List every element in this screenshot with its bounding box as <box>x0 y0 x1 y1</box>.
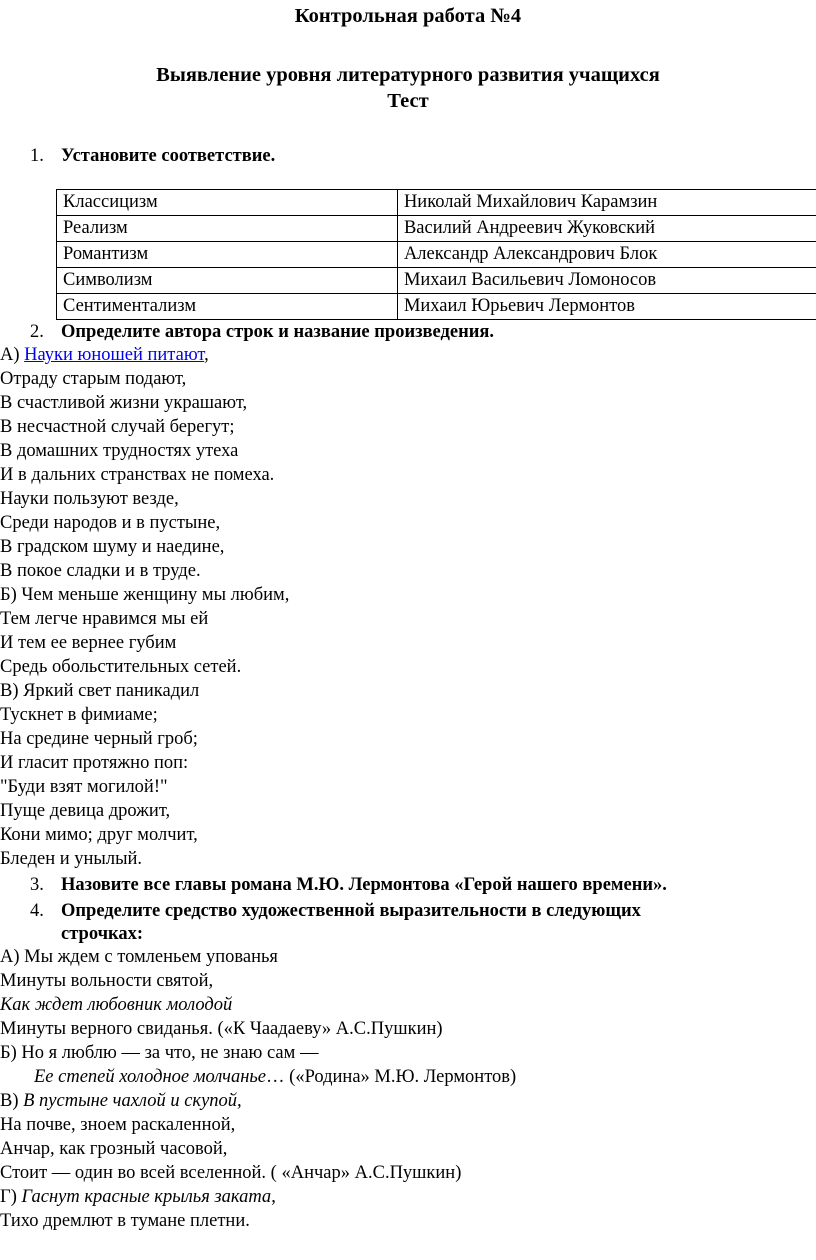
table-cell-movement: Романтизм <box>57 242 398 268</box>
verse-italic: Гаснут красные крылья заката <box>21 1187 272 1207</box>
poem-line: Б) Чем меньше женщину мы любим, <box>0 585 290 605</box>
verse-line-italic: Как ждет любовник молодой <box>0 995 233 1015</box>
verse-line: Б) Но я люблю — за что, не знаю сам — <box>0 1043 319 1063</box>
poem-line: Кони мимо; друг молчит, <box>0 825 198 845</box>
poem-line: Отраду старым подают, <box>0 369 187 389</box>
verse-line: Минуты верного свиданья. («К Чаадаеву» А.С.Пушкин) <box>0 1019 443 1039</box>
table-row <box>57 268 816 294</box>
verse-line: Стоит — один во всей вселенной. ( «Анчар» А.С.Пушкин) <box>0 1163 462 1183</box>
question-number: 2. <box>30 322 44 342</box>
table-row <box>57 190 816 216</box>
verse-prefix: Г) <box>0 1187 22 1207</box>
question-number: 3. <box>30 875 44 895</box>
verse-line <box>0 1090 242 1114</box>
verse-line <box>0 1186 276 1210</box>
table-cell-author: Александр Александрович Блок <box>397 242 816 268</box>
verse-line: Минуты вольности святой, <box>0 971 214 991</box>
poem-line: В счастливой жизни украшают, <box>0 393 248 413</box>
table-cell-author: Василий Андреевич Жуковский <box>397 216 816 242</box>
poem-line: Бледен и унылый. <box>0 849 143 869</box>
poem-line: И гласит протяжно поп: <box>0 753 189 773</box>
table-row <box>57 216 816 242</box>
verse-line: Анчар, как грозный часовой, <box>0 1139 228 1159</box>
poem-line: В несчастной случай берегут; <box>0 417 235 437</box>
verse-italic: Ее степей холодное молчанье <box>34 1067 267 1087</box>
poem-a-prefix: А) <box>0 345 25 365</box>
poem-line: В) Яркий свет паникадил <box>0 681 200 701</box>
verse-suffix: , <box>271 1187 276 1207</box>
question-number: 1. <box>30 146 44 166</box>
verse-source: … («Родина» М.Ю. Лермонтов) <box>266 1067 517 1087</box>
verse-line: На почве, зноем раскаленной, <box>0 1115 236 1135</box>
page-subtitle-test: Тест <box>387 90 429 112</box>
matching-table <box>56 189 816 320</box>
verse-prefix: В) <box>0 1091 24 1111</box>
question-text-cont: строчках: <box>61 924 144 944</box>
table-cell-author: Николай Михайлович Карамзин <box>397 190 816 216</box>
table-cell-movement: Классицизм <box>57 190 398 216</box>
verse-line-indented <box>34 1066 516 1090</box>
table-row <box>57 242 816 268</box>
verse-italic: В пустыне чахлой и скупой, <box>23 1091 242 1111</box>
table-cell-author: Михаил Юрьевич Лермонтов <box>397 294 816 320</box>
question-number: 4. <box>30 901 44 921</box>
poem-line: Тускнет в фимиаме; <box>0 705 158 725</box>
question-text: Назовите все главы романа М.Ю. Лермонтова «Герой нашего времени». <box>61 875 667 895</box>
poem-a-suffix: , <box>204 345 209 365</box>
table-cell-author: Михаил Васильевич Ломоносов <box>397 268 816 294</box>
poem-line: Среди народов и в пустыне, <box>0 513 221 533</box>
poem-line: В домашних трудностях утеха <box>0 441 239 461</box>
poem-line: "Буди взят могилой!" <box>0 777 168 797</box>
poem-a-link[interactable]: Науки юношей питают <box>24 345 205 365</box>
page-title: Контрольная работа №4 <box>294 5 522 27</box>
poem-line: Пуще девица дрожит, <box>0 801 171 821</box>
poem-line: Науки пользуют везде, <box>0 489 179 509</box>
page-subtitle: Выявление уровня литературного развития учащихся <box>156 64 660 86</box>
question-text: Установите соответствие. <box>61 146 276 166</box>
question-text: Определите средство художественной выразительности в следующих <box>61 901 641 921</box>
table-cell-movement: Сентиментализм <box>57 294 398 320</box>
poem-line: Средь обольстительных сетей. <box>0 657 242 677</box>
poem-line: И тем ее вернее губим <box>0 633 177 653</box>
poem-line: На средине черный гроб; <box>0 729 198 749</box>
poem-line: И в дальних странствах не помеха. <box>0 465 275 485</box>
table-row <box>57 294 816 320</box>
poem-line: В градском шуму и наедине, <box>0 537 225 557</box>
poem-line-a-first <box>0 344 209 368</box>
verse-line: Тихо дремлют в тумане плетни. <box>0 1211 250 1231</box>
poem-line: В покое сладки и в труде. <box>0 561 201 581</box>
verse-line: А) Мы ждем с томленьем упованья <box>0 947 278 967</box>
table-cell-movement: Символизм <box>57 268 398 294</box>
poem-line: Тем легче нравимся мы ей <box>0 609 209 629</box>
table-cell-movement: Реализм <box>57 216 398 242</box>
question-text: Определите автора строк и название произведения. <box>61 322 495 342</box>
